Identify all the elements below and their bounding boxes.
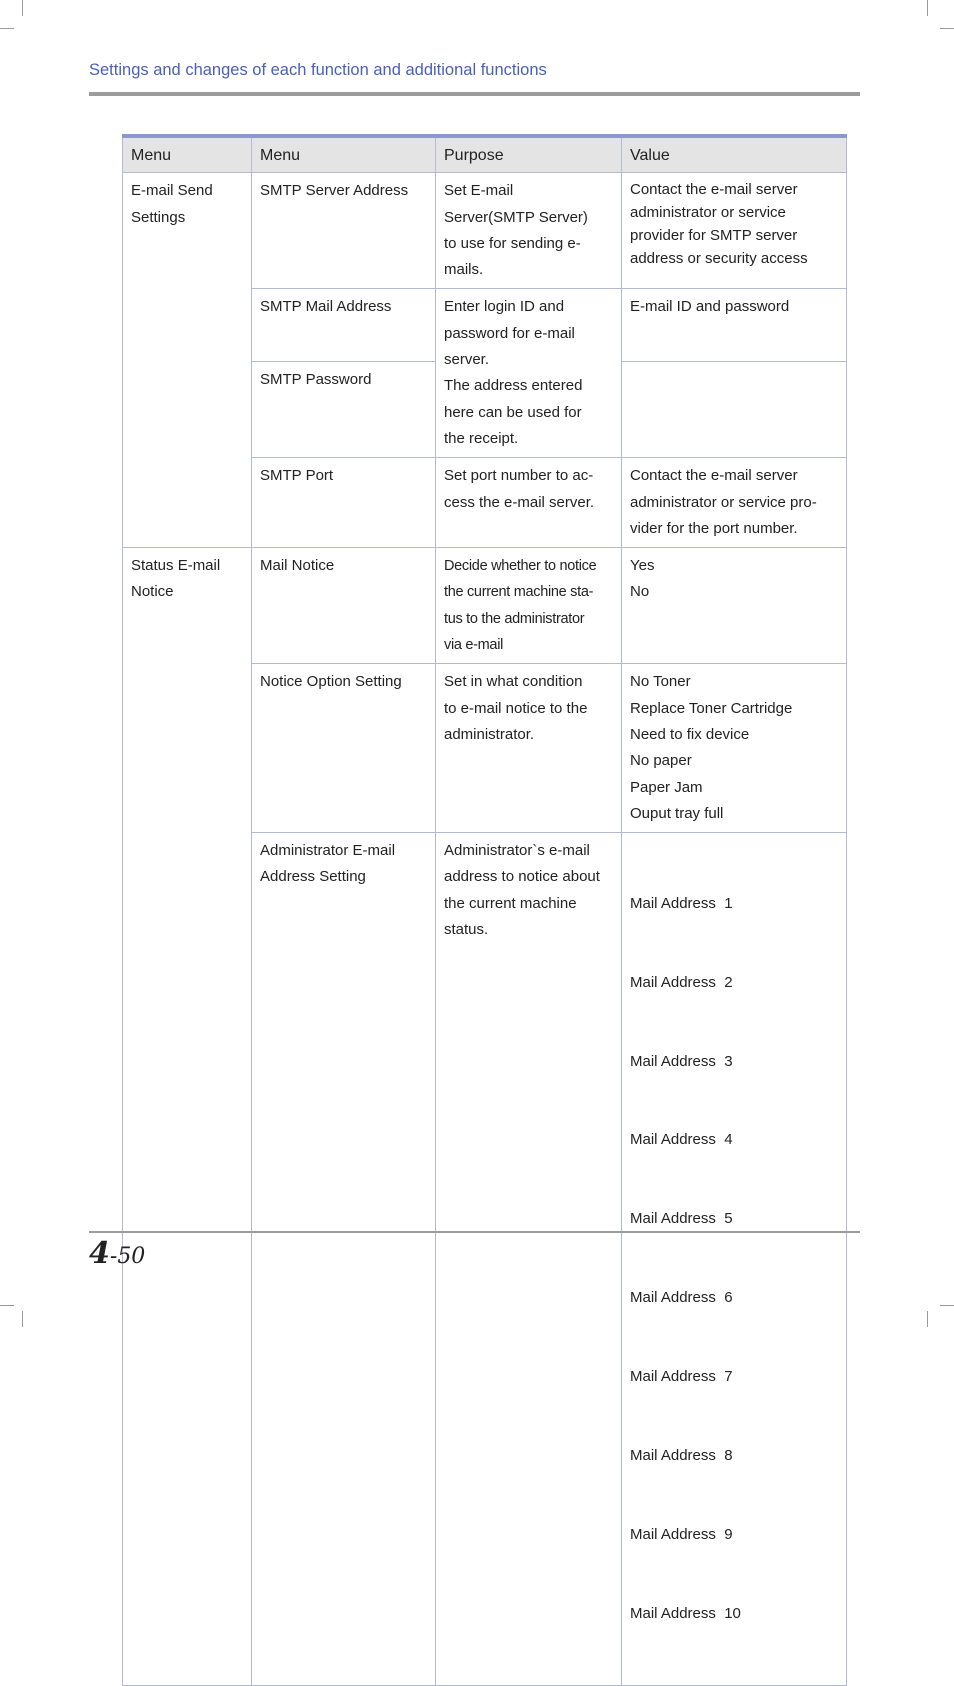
- header-rule: [89, 92, 860, 96]
- column-header-submenu: Menu: [252, 136, 436, 173]
- purpose-cell: Decide whether to notice the current machine sta- tus to the administrator via e-mail: [436, 548, 622, 664]
- purpose-cell: Set port number to ac- cess the e-mail server.: [436, 458, 622, 548]
- crop-mark: [22, 0, 23, 16]
- submenu-cell: SMTP Password: [252, 362, 436, 458]
- settings-table: [122, 134, 847, 1686]
- submenu-cell: Notice Option Setting: [252, 664, 436, 833]
- value-cell: [622, 362, 847, 458]
- value-cell: Yes No: [622, 548, 847, 664]
- column-header-menu: Menu: [123, 136, 252, 173]
- page-index: 50: [117, 1244, 146, 1269]
- menu-cell: E-mail Send Settings: [123, 173, 252, 548]
- page-number: 4-50: [89, 1236, 146, 1271]
- submenu-cell: SMTP Port: [252, 458, 436, 548]
- crop-mark: [940, 28, 954, 29]
- chapter-number: 4: [89, 1236, 110, 1271]
- purpose-cell: Administrator`s e-mail address to notice about the current machine status.: [436, 833, 622, 1686]
- crop-mark: [927, 1311, 928, 1327]
- column-header-value: Value: [622, 136, 847, 173]
- submenu-cell: Administrator E-mail Address Setting: [252, 833, 436, 1686]
- value-cell: E-mail ID and password: [622, 289, 847, 362]
- value-cell: Contact the e-mail server administrator or service provider for SMTP server address or security access: [622, 173, 847, 289]
- menu-cell: Status E-mail Notice: [123, 548, 252, 1685]
- table-row: [123, 173, 847, 289]
- running-header: Settings and changes of each function and additional functions: [89, 61, 547, 79]
- column-header-purpose: Purpose: [436, 136, 622, 173]
- table-header-row: [123, 136, 847, 173]
- crop-mark: [0, 1305, 14, 1306]
- value-cell: Contact the e-mail server administrator or service pro- vider for the port number.: [622, 458, 847, 548]
- purpose-cell: Set E-mail Server(SMTP Server) to use for sending e- mails.: [436, 173, 622, 289]
- value-cell: Mail Address 1 Mail Address 2 Mail Address 3 Mail Address 4 Mail Address 5 Mail Address 6 Mail Address 7 Mail Address 8 Mail Address 9 Mail Address 10: [622, 833, 847, 1686]
- submenu-cell: SMTP Server Address: [252, 173, 436, 289]
- value-cell: No Toner Replace Toner Cartridge Need to fix device No paper Paper Jam Ouput tray full: [622, 664, 847, 833]
- crop-mark: [927, 0, 928, 16]
- table-row: [123, 548, 847, 664]
- submenu-cell: Mail Notice: [252, 548, 436, 664]
- crop-mark: [22, 1311, 23, 1327]
- submenu-cell: SMTP Mail Address: [252, 289, 436, 362]
- purpose-cell: Enter login ID and password for e-mail server. The address entered here can be used for the receipt.: [436, 289, 622, 458]
- crop-mark: [940, 1305, 954, 1306]
- purpose-cell: Set in what condition to e-mail notice to the administrator.: [436, 664, 622, 833]
- crop-mark: [0, 28, 14, 29]
- footer-rule: [89, 1231, 860, 1233]
